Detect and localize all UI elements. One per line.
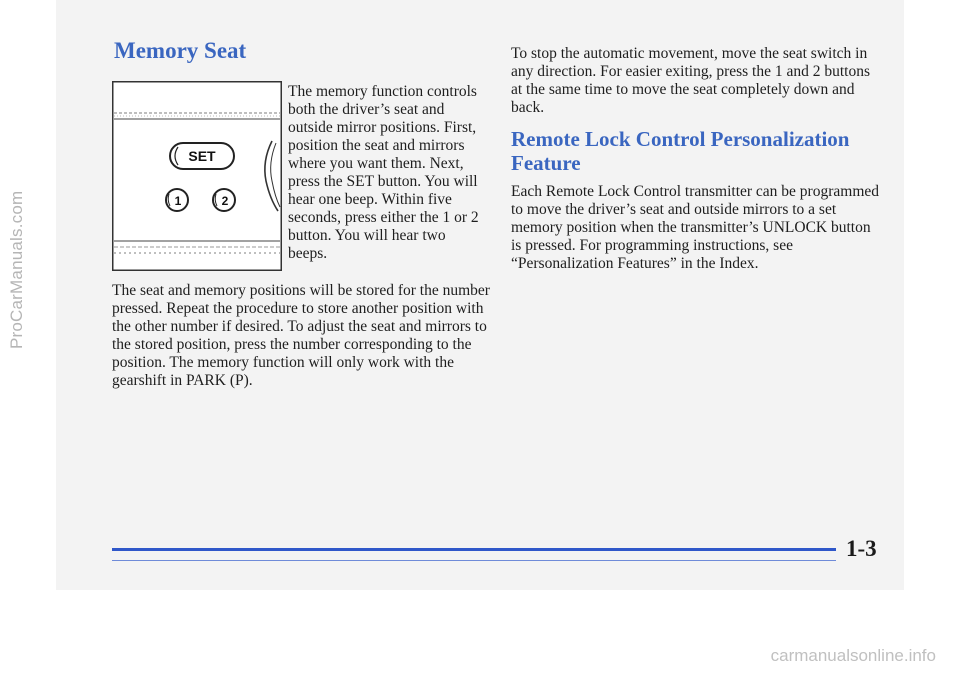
memory-function-intro: The memory function controls both the driver’s seat and outside mirror positions. First, position the seat and mirrors where you want them. Next, press the SET button. You will hear one beep. Within five seconds, press either the 1 or 2 button. You will hear two beeps. <box>288 83 479 262</box>
footer-rule-thin <box>112 560 836 561</box>
footer-rule <box>112 548 836 551</box>
memory-button-2-label: 2 <box>221 194 229 208</box>
set-button-label: SET <box>188 148 216 164</box>
stored-positions-paragraph: The seat and memory positions will be stored for the number pressed. Repeat the procedure to store another position with the other number if desired. To adjust the seat and mirrors to the stored position, press the number corresponding to the position. The memory function will only work with the gearshift in PARK (P). <box>112 282 490 389</box>
remote-lock-paragraph: Each Remote Lock Control transmitter can be programmed to move the driver’s seat and outside mirrors to a set memory position when the transmitter’s UNLOCK button is pressed. For programming instructions, see “Personalization Features” in the Index. <box>511 183 880 272</box>
side-watermark: ProCarManuals.com <box>7 190 26 350</box>
stop-movement-paragraph: To stop the automatic movement, move the seat switch in any direction. For easier exiting, press the 1 and 2 buttons at the same time to move the seat completely down and back. <box>511 45 871 116</box>
remote-lock-heading: Remote Lock Control Personalization Feature <box>511 127 850 175</box>
set-button <box>170 143 234 169</box>
memory-seat-heading: Memory Seat <box>114 38 247 63</box>
memory-button-2 <box>213 189 235 211</box>
memory-button-1 <box>166 189 188 211</box>
memory-button-1-label: 1 <box>174 194 182 208</box>
memory-seat-switch-illustration <box>112 81 282 271</box>
bottom-watermark: carmanualsonline.info <box>770 646 936 665</box>
page-number: 1-3 <box>846 536 877 561</box>
